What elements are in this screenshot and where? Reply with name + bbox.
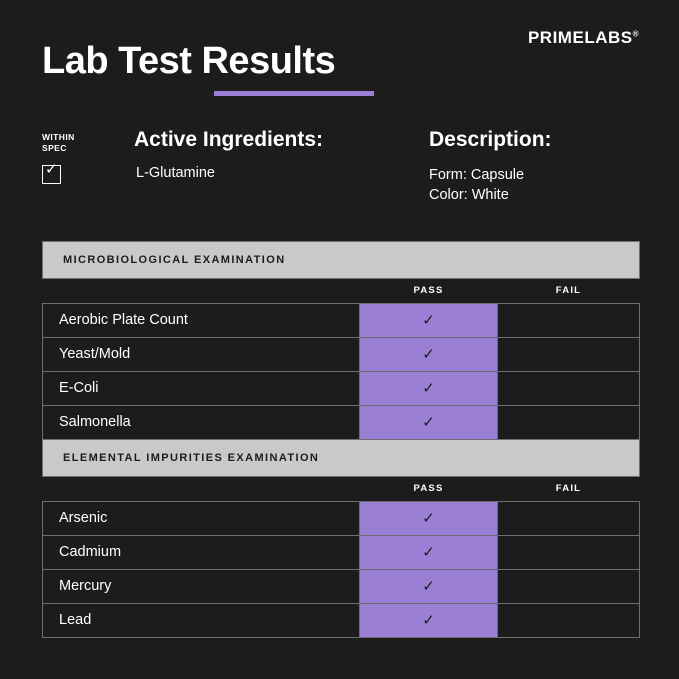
table-row xyxy=(43,570,640,604)
page-title: Lab Test Results xyxy=(42,40,336,82)
section-title-microbiological: MICROBIOLOGICAL EXAMINATION xyxy=(43,242,640,279)
row-fail-cell xyxy=(498,604,640,638)
table-row xyxy=(43,372,640,406)
description-block xyxy=(421,128,639,205)
row-label: E-Coli xyxy=(43,372,360,406)
row-pass-cell: ✓ xyxy=(360,338,498,372)
check-icon: ✓ xyxy=(45,161,58,179)
row-pass-cell: ✓ xyxy=(360,372,498,406)
table-row xyxy=(43,536,640,570)
table-row xyxy=(43,502,640,536)
section-title-elemental: ELEMENTAL IMPURITIES EXAMINATION xyxy=(43,440,640,477)
row-pass-cell: ✓ xyxy=(360,502,498,536)
table-section-header xyxy=(43,440,640,477)
within-spec-label-line2: SPEC xyxy=(42,142,67,153)
row-fail-cell xyxy=(498,570,640,604)
table-column-headers xyxy=(43,279,640,304)
column-header-spacer xyxy=(43,477,360,502)
description-heading: Description: xyxy=(429,127,552,151)
active-ingredients-block xyxy=(96,128,421,205)
row-label: Mercury xyxy=(43,570,360,604)
table-row xyxy=(43,406,640,440)
within-spec-label xyxy=(42,132,96,153)
column-header-fail: FAIL xyxy=(498,279,640,304)
row-pass-cell: ✓ xyxy=(360,536,498,570)
row-pass-cell: ✓ xyxy=(360,604,498,638)
row-pass-cell: ✓ xyxy=(360,570,498,604)
title-underline xyxy=(214,91,374,96)
table-section-header xyxy=(43,242,640,279)
table-column-headers xyxy=(43,477,640,502)
row-label: Arsenic xyxy=(43,502,360,536)
description-line-form: Form: Capsule xyxy=(429,166,525,183)
row-label: Yeast/Mold xyxy=(43,338,360,372)
row-fail-cell xyxy=(498,502,640,536)
row-fail-cell xyxy=(498,406,640,440)
row-pass-cell: ✓ xyxy=(360,406,498,440)
list-item: L-Glutamine xyxy=(136,164,215,181)
title-block xyxy=(40,42,639,96)
row-fail-cell xyxy=(498,338,640,372)
column-header-fail: FAIL xyxy=(498,477,640,502)
column-header-pass: PASS xyxy=(360,477,498,502)
brand-prime-text: PRIME xyxy=(527,28,585,47)
row-label: Cadmium xyxy=(43,536,360,570)
table-row xyxy=(43,604,640,638)
description-line-color: Color: White xyxy=(429,186,509,203)
row-label: Aerobic Plate Count xyxy=(43,304,360,338)
brand-labs-text: LABS xyxy=(584,28,633,47)
table-row xyxy=(43,338,640,372)
within-spec-block xyxy=(42,128,96,205)
registered-trademark-icon: ® xyxy=(632,29,639,39)
table-row xyxy=(43,304,640,338)
info-row xyxy=(40,128,639,205)
row-fail-cell xyxy=(498,536,640,570)
row-label: Salmonella xyxy=(43,406,360,440)
within-spec-checkbox[interactable] xyxy=(42,161,61,184)
within-spec-label-line1: WITHIN xyxy=(42,131,75,142)
row-label: Lead xyxy=(43,604,360,638)
row-fail-cell xyxy=(498,304,640,338)
results-table xyxy=(42,241,640,638)
row-fail-cell xyxy=(498,372,640,406)
column-header-spacer xyxy=(43,279,360,304)
column-header-pass: PASS xyxy=(360,279,498,304)
brand-logo xyxy=(528,28,639,48)
row-pass-cell: ✓ xyxy=(360,304,498,338)
active-ingredients-heading: Active Ingredients: xyxy=(134,127,324,151)
